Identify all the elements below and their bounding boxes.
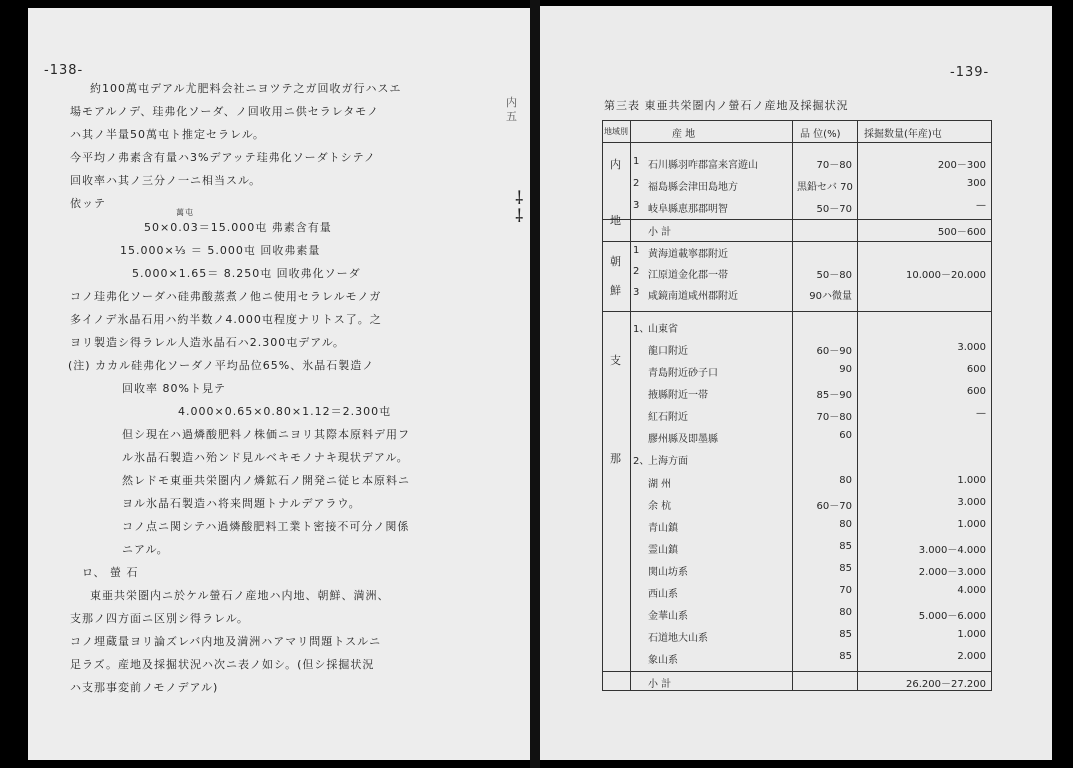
output-cell: 2.000 <box>957 651 986 662</box>
text-line: 15.000×⅓ ＝ 5.000屯 回收弗素量 <box>120 244 321 257</box>
row-number: 2 <box>633 178 640 189</box>
output-cell: 5.000－6.000 <box>918 611 986 622</box>
text-line: 東亜共栄圏内ニ於ケル螢石ノ産地ハ内地、朝鮮、満洲、 <box>90 589 390 602</box>
grade-cell: 60 <box>839 430 852 441</box>
fluorite-table <box>602 120 992 691</box>
region-label-char: 内 <box>610 158 621 171</box>
text-line: 萬屯 <box>176 208 194 217</box>
grade-cell: 60－70 <box>816 501 852 512</box>
place-cell: 江原道金化郡一帯 <box>648 270 728 281</box>
header-place: 産 地 <box>672 129 696 140</box>
row-number: 1 <box>633 156 640 167</box>
output-cell: 600 <box>966 364 986 375</box>
output-cell: 3.000 <box>957 342 986 353</box>
output-cell: 300 <box>966 178 986 189</box>
row-divider <box>602 219 992 220</box>
table-border-right <box>991 120 992 691</box>
place-cell: 余 杭 <box>648 501 672 512</box>
column-divider <box>792 120 793 691</box>
grade-cell: 黒鉛セバ 70 <box>797 182 853 193</box>
text-line: 足ラズ。産地及採掘状況ハ次ニ表ノ如シ。(但シ採掘状況 <box>70 658 375 671</box>
row-number: 3 <box>633 200 640 211</box>
binding-marks: ⸸ ⸸ <box>515 188 524 227</box>
text-line: (注) カカル硅弗化ソーダノ平均品位65%、氷晶石製造ノ <box>68 359 375 372</box>
place-cell: 膠州縣及即墨縣 <box>648 434 718 445</box>
region-divider <box>602 241 992 242</box>
place-cell: 青山鎮 <box>648 523 678 534</box>
output-cell: 1.000 <box>957 519 986 530</box>
text-line: 多イノデ氷晶石用ハ約半数ノ4.000屯程度ナリトス了。之 <box>70 313 382 326</box>
header-output: 採掘数量(年産)屯 <box>864 129 942 140</box>
text-line: 依ッテ <box>70 197 106 210</box>
output-cell: 200－300 <box>937 160 986 171</box>
table-border-left <box>602 120 603 691</box>
place-cell: 関山坊系 <box>648 567 688 578</box>
grade-cell: 85 <box>839 651 852 662</box>
row-number: 2 <box>633 266 640 277</box>
right-page <box>540 6 1052 760</box>
region-label-char: 支 <box>610 354 621 367</box>
text-line: 但シ現在ハ過燐酸肥料ノ株価ニヨリ其際本原料デ用フ <box>122 428 410 441</box>
grade-cell: 50－80 <box>816 270 852 281</box>
grade-cell: 70－80 <box>816 412 852 423</box>
grade-cell: 70 <box>839 585 852 596</box>
region-label-char: 地 <box>610 214 621 227</box>
text-line: 5.000×1.65＝ 8.250屯 回收弗化ソーダ <box>132 267 361 280</box>
bleed-through-text: 内 五 <box>506 96 517 123</box>
row-divider <box>602 671 992 672</box>
output-cell: 26.200－27.200 <box>906 679 986 690</box>
grade-cell: 80 <box>839 475 852 486</box>
text-line: ハ支那事変前ノモノデアル) <box>70 681 219 694</box>
place-cell: 紅石附近 <box>648 412 688 423</box>
column-divider <box>630 120 631 691</box>
output-cell: 1.000 <box>957 475 986 486</box>
place-cell: 岐阜縣恵那郡明智 <box>648 204 728 215</box>
book-gutter <box>530 0 540 768</box>
output-cell: 3.000 <box>957 497 986 508</box>
grade-cell: 85 <box>839 629 852 640</box>
table-border-top <box>602 120 992 121</box>
left-page <box>28 8 530 760</box>
place-cell: 西山系 <box>648 589 678 600</box>
table-border-bottom <box>602 690 992 691</box>
text-line: 回收率 80%ト見テ <box>122 382 226 395</box>
header-divider <box>602 142 992 143</box>
text-line: 約100萬屯デアル尤肥料会社ニヨツテ之ガ回收ガ行ハスエ <box>90 82 402 95</box>
text-line: ハ其ノ半量50萬屯ト推定セラレル。 <box>70 128 265 141</box>
place-cell: 黄海道載寧郡附近 <box>648 249 728 260</box>
row-number: 1、 <box>633 324 650 335</box>
page-number-left: -138- <box>44 63 84 78</box>
output-cell: 1.000 <box>957 629 986 640</box>
place-cell: 金華山系 <box>648 611 688 622</box>
header-grade: 品 位(%) <box>800 129 841 140</box>
grade-cell: 85 <box>839 563 852 574</box>
place-cell: 石道地大山系 <box>648 633 708 644</box>
grade-cell: 85－90 <box>816 390 852 401</box>
output-cell: — <box>976 200 986 211</box>
text-line: 場モアルノデ、珪弗化ソーダ、ノ回收用ニ供セラレタモノ <box>70 105 380 118</box>
row-number: 3 <box>633 287 640 298</box>
place-cell: 青島附近砂子口 <box>648 368 718 379</box>
row-number: 2、 <box>633 456 650 467</box>
output-cell: 3.000－4.000 <box>918 545 986 556</box>
text-line: ヨリ製造シ得ラレル人造氷晶石ハ2.300屯デアル。 <box>70 336 345 349</box>
text-line: ニアル。 <box>122 543 169 556</box>
place-cell: 湖 州 <box>648 479 672 490</box>
grade-cell: 90 <box>839 364 852 375</box>
grade-cell: 85 <box>839 541 852 552</box>
text-line: コノ珪弗化ソーダハ硅弗酸蒸煮ノ他ニ使用セラレルモノガ <box>70 290 382 303</box>
page-number-right: -139- <box>950 65 990 80</box>
grade-cell: 80 <box>839 519 852 530</box>
grade-cell: 70－80 <box>816 160 852 171</box>
text-line: 今平均ノ弗素含有量ハ3%デアッテ珪弗化ソーダトシテノ <box>70 151 376 164</box>
region-label-char: 鮮 <box>610 284 621 297</box>
place-cell: 咸鏡南道咸州郡附近 <box>648 291 738 302</box>
text-line: コノ埋蔵量ヨリ論ズレバ内地及満洲ハアマリ問題トスルニ <box>70 635 382 648</box>
output-cell: — <box>976 408 986 419</box>
grade-cell: 90ハ微量 <box>809 291 852 302</box>
output-cell: 2.000－3.000 <box>918 567 986 578</box>
header-region: 地域別 <box>604 127 628 136</box>
text-line: 支那ノ四方面ニ区別シ得ラレル。 <box>70 612 249 625</box>
grade-cell: 80 <box>839 607 852 618</box>
place-cell: 小 計 <box>648 227 672 238</box>
output-cell: 10.000－20.000 <box>906 270 986 281</box>
table-title: 第三表 東亜共栄圏内ノ螢石ノ産地及採掘状況 <box>604 99 849 112</box>
place-cell: 霊山鎮 <box>648 545 678 556</box>
grade-cell: 60－90 <box>816 346 852 357</box>
text-line: 50×0.03＝15.000屯 弗素含有量 <box>144 221 332 234</box>
output-cell: 500－600 <box>937 227 986 238</box>
place-cell: 福島縣会津田島地方 <box>648 182 738 193</box>
text-line: ヨル氷晶石製造ハ将来問題トナルデアラウ。 <box>122 497 361 510</box>
region-label-char: 那 <box>610 452 621 465</box>
column-divider <box>857 120 858 691</box>
output-cell: 4.000 <box>957 585 986 596</box>
place-cell: 象山系 <box>648 655 678 666</box>
region-label-char: 朝 <box>610 255 621 268</box>
grade-cell: 50－70 <box>816 204 852 215</box>
place-cell: 掖縣附近一帯 <box>648 390 708 401</box>
place-cell: 山東省 <box>648 324 678 335</box>
place-cell: 小 計 <box>648 679 672 690</box>
output-cell: 600 <box>966 386 986 397</box>
text-line: 然レドモ東亜共栄圏内ノ燐鉱石ノ開発ニ従ヒ本原料ニ <box>122 474 410 487</box>
place-cell: 石川縣羽咋郡富来宮遊山 <box>648 160 758 171</box>
text-line: 回收率ハ其ノ三分ノ一ニ相当スル。 <box>70 174 262 187</box>
place-cell: 龍口附近 <box>648 346 688 357</box>
row-number: 1 <box>633 245 640 256</box>
text-line: ロ、 螢 石 <box>82 566 139 579</box>
text-line: ル氷晶石製造ハ殆ンド見ルベキモノナキ現状デアル。 <box>122 451 409 464</box>
text-line: 4.000×0.65×0.80×1.12＝2.300屯 <box>178 405 392 418</box>
region-divider <box>602 311 992 312</box>
text-line: コノ点ニ関シテハ過燐酸肥料工業ト密接不可分ノ関係 <box>122 520 410 533</box>
place-cell: 上海方面 <box>648 456 688 467</box>
